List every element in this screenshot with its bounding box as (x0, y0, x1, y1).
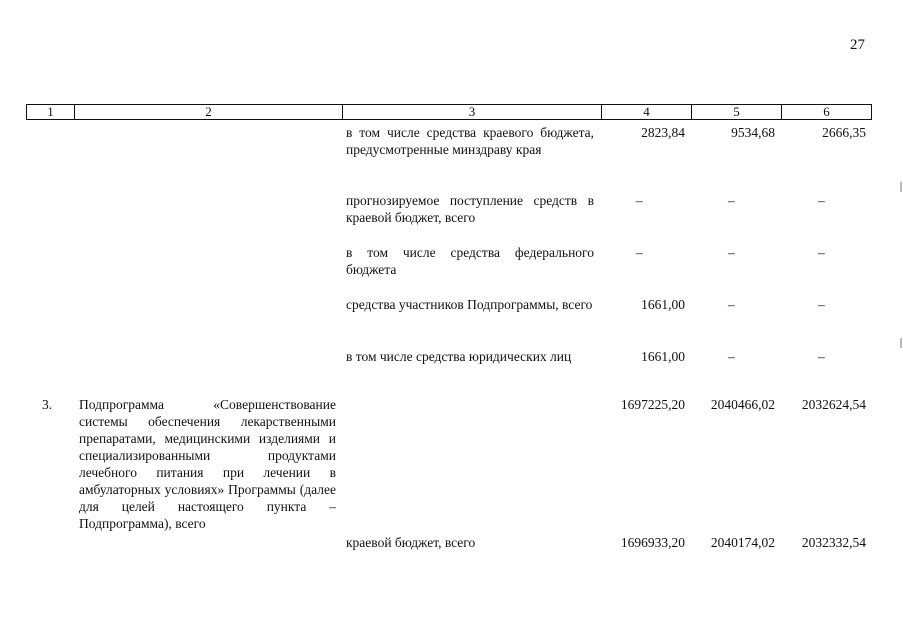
row-3-col4: – (636, 245, 643, 260)
row-7-description: краевой бюджет, всего (346, 535, 476, 550)
row-4-col5: – (728, 297, 735, 312)
row-7-col4: 1696933,20 (620, 535, 685, 550)
row-1-col6: 2666,35 (822, 125, 866, 140)
row-1-description: в том числе средства краевого бюджета, предусмотренные минздраву края (346, 125, 594, 157)
row-5-description: в том числе средства юридических лиц (346, 349, 572, 364)
row-5-col5: – (728, 349, 735, 364)
row-3-col6: – (818, 245, 825, 260)
header-col-1: 1 (47, 104, 54, 119)
header-col-3: 3 (468, 104, 476, 119)
row-2-col6: – (818, 193, 825, 208)
row-5-col4: 1661,00 (641, 349, 685, 364)
header-col-5: 5 (733, 104, 740, 119)
scan-mark (900, 182, 902, 192)
row-3-col5: – (728, 245, 735, 260)
scan-mark (900, 338, 902, 348)
row-4-col4: 1661,00 (641, 297, 685, 312)
header-col-6: 6 (823, 104, 830, 119)
row-7-col5: 2040174,02 (710, 535, 775, 550)
header-col-4: 4 (643, 104, 650, 119)
table-header-row (26, 104, 872, 120)
row-6-subprogram-name: Подпрограмма «Совершенствование системы обеспечения лекарственными препаратами, медицинскими изделиями и специализированными продуктами лечебного питания при лечении в амбулаторных условиях» Программы (далее для целей настоящего пункта – Подпрограмма), всего (79, 397, 336, 531)
row-2-col5: – (728, 193, 735, 208)
row-1-col4: 2823,84 (641, 125, 685, 140)
row-4-description: средства участников Подпрограммы, всего (346, 297, 593, 312)
row-6-col5: 2040466,02 (710, 397, 775, 412)
row-2-description: прогнозируемое поступление средств в краевой бюджет, всего (346, 193, 594, 225)
row-1-col5: 9534,68 (731, 125, 775, 140)
row-6-col4: 1697225,20 (620, 397, 685, 412)
row-6-number: 3. (42, 397, 53, 412)
row-2-col4: – (636, 193, 643, 208)
row-5-col6: – (818, 349, 825, 364)
row-7-col6: 2032332,54 (801, 535, 866, 550)
page-number: 27 (850, 37, 865, 53)
row-4-col6: – (818, 297, 825, 312)
row-6-col6: 2032624,54 (801, 397, 866, 412)
header-col-2: 2 (205, 104, 212, 119)
row-3-description: в том числе средства федерального бюджета (346, 245, 594, 277)
